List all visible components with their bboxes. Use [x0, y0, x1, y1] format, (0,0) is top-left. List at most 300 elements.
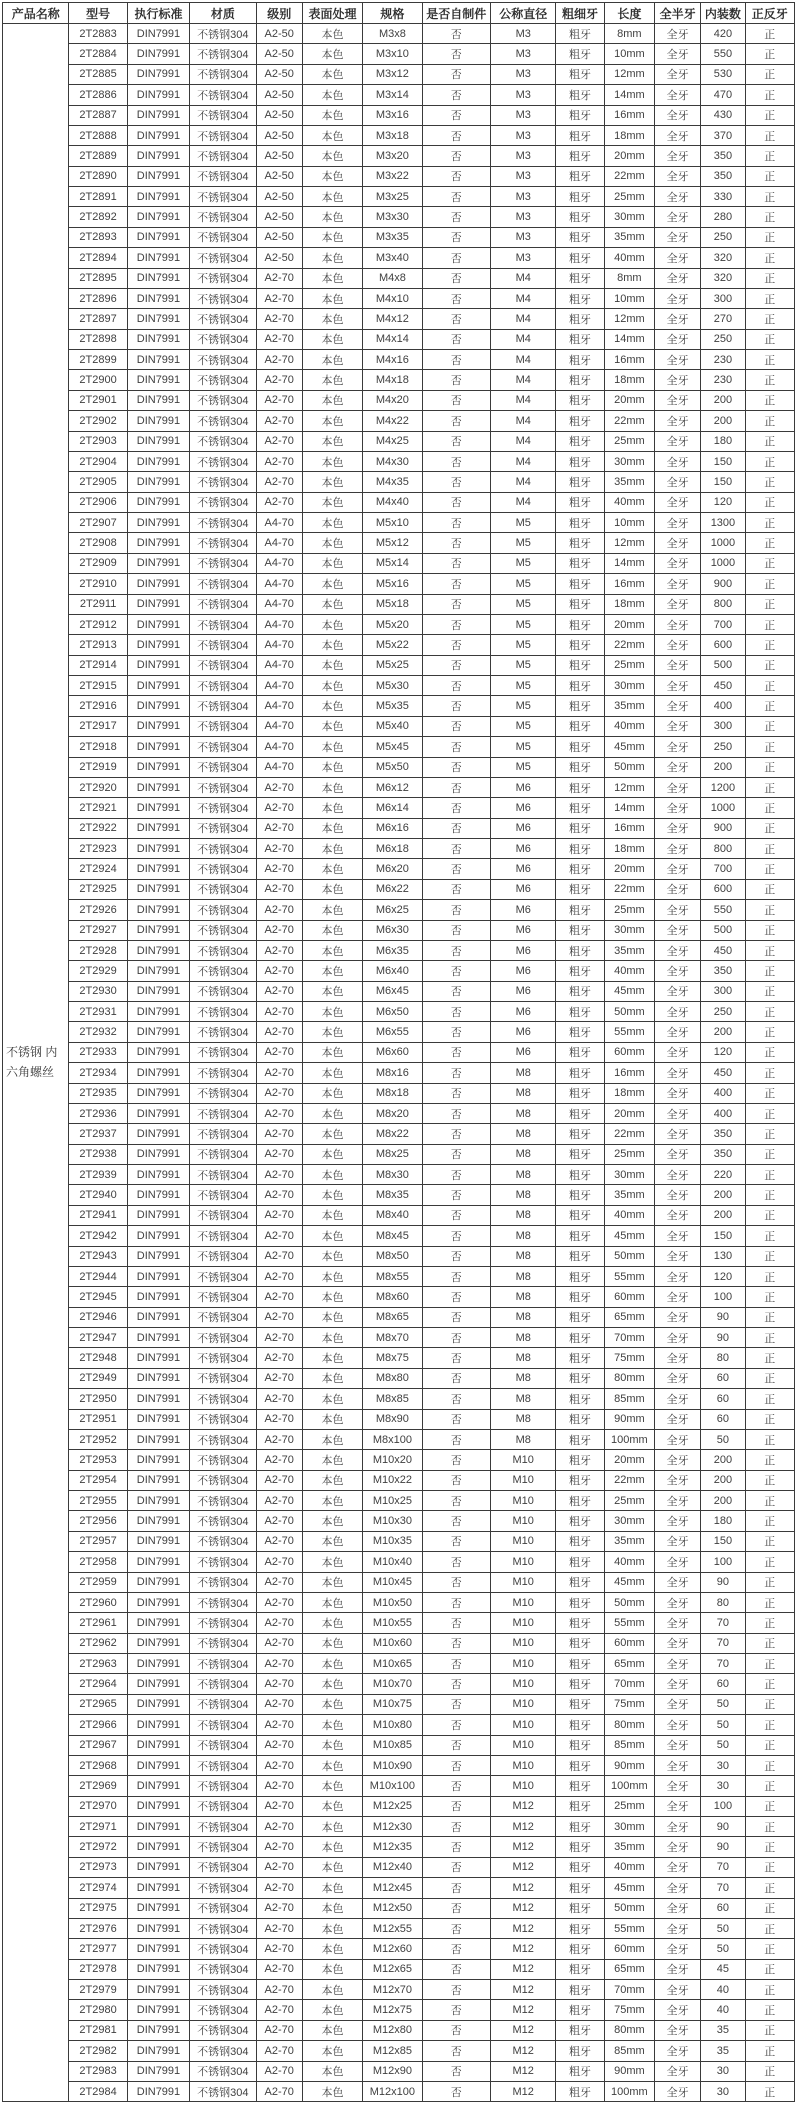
table-row [3, 1980, 795, 2000]
cell-model: 2T2905 [69, 472, 127, 492]
cell-grade: A2-70 [256, 1817, 302, 1837]
cell-model: 2T2885 [69, 64, 127, 84]
cell-thread-type: 粗牙 [556, 1755, 604, 1775]
cell-spec: M12x60 [363, 1939, 422, 1959]
cell-surface: 本色 [302, 2000, 362, 2020]
cell-model: 2T2896 [69, 288, 127, 308]
cell-model: 2T2944 [69, 1266, 127, 1286]
cell-direction: 正 [745, 1409, 794, 1429]
cell-spec: M5x45 [363, 737, 422, 757]
cell-material: 不锈钢304 [190, 1939, 256, 1959]
cell-direction: 正 [745, 125, 794, 145]
cell-surface: 本色 [302, 1429, 362, 1449]
cell-thread-type: 粗牙 [556, 166, 604, 186]
cell-spec: M3x18 [363, 125, 422, 145]
cell-thread-length: 全牙 [655, 1409, 701, 1429]
cell-surface: 本色 [302, 105, 362, 125]
cell-standard: DIN7991 [127, 1959, 189, 1979]
cell-surface: 本色 [302, 1185, 362, 1205]
cell-spec: M12x80 [363, 2020, 422, 2040]
cell-length: 85mm [604, 1735, 654, 1755]
cell-self-made: 否 [422, 676, 490, 696]
cell-model: 2T2965 [69, 1694, 127, 1714]
cell-self-made: 否 [422, 1144, 490, 1164]
cell-thread-length: 全牙 [655, 1735, 701, 1755]
cell-direction: 正 [745, 1389, 794, 1409]
cell-material: 不锈钢304 [190, 85, 256, 105]
cell-length: 25mm [604, 1491, 654, 1511]
cell-grade: A2-70 [256, 1654, 302, 1674]
cell-thread-length: 全牙 [655, 1531, 701, 1551]
cell-model: 2T2907 [69, 513, 127, 533]
cell-thread-type: 粗牙 [556, 451, 604, 471]
cell-thread-length: 全牙 [655, 574, 701, 594]
cell-grade: A2-70 [256, 1409, 302, 1429]
cell-self-made: 否 [422, 24, 490, 44]
cell-length: 18mm [604, 370, 654, 390]
cell-material: 不锈钢304 [190, 1266, 256, 1286]
cell-spec: M6x18 [363, 839, 422, 859]
cell-length: 30mm [604, 1165, 654, 1185]
cell-spec: M5x25 [363, 655, 422, 675]
cell-spec: M5x10 [363, 513, 422, 533]
cell-spec: M6x25 [363, 900, 422, 920]
cell-pack-qty: 45 [701, 1959, 745, 1979]
cell-surface: 本色 [302, 1796, 362, 1816]
table-row [3, 1002, 795, 1022]
cell-model: 2T2943 [69, 1246, 127, 1266]
cell-spec: M8x16 [363, 1063, 422, 1083]
cell-spec: M8x55 [363, 1266, 422, 1286]
cell-spec: M8x70 [363, 1328, 422, 1348]
cell-standard: DIN7991 [127, 1348, 189, 1368]
cell-diameter: M6 [491, 961, 556, 981]
cell-material: 不锈钢304 [190, 451, 256, 471]
cell-model: 2T2928 [69, 940, 127, 960]
cell-length: 20mm [604, 390, 654, 410]
cell-surface: 本色 [302, 1755, 362, 1775]
cell-standard: DIN7991 [127, 207, 189, 227]
cell-diameter: M5 [491, 594, 556, 614]
cell-grade: A2-70 [256, 1715, 302, 1735]
cell-direction: 正 [745, 513, 794, 533]
table-row [3, 1776, 795, 1796]
cell-material: 不锈钢304 [190, 940, 256, 960]
cell-direction: 正 [745, 1633, 794, 1653]
cell-surface: 本色 [302, 64, 362, 84]
cell-thread-length: 全牙 [655, 1796, 701, 1816]
cell-pack-qty: 200 [701, 1022, 745, 1042]
cell-grade: A4-70 [256, 614, 302, 634]
cell-length: 18mm [604, 839, 654, 859]
cell-spec: M10x55 [363, 1613, 422, 1633]
table-row [3, 1755, 795, 1775]
cell-spec: M4x10 [363, 288, 422, 308]
cell-diameter: M12 [491, 1878, 556, 1898]
cell-material: 不锈钢304 [190, 370, 256, 390]
cell-model: 2T2913 [69, 635, 127, 655]
cell-spec: M3x12 [363, 64, 422, 84]
cell-spec: M5x40 [363, 716, 422, 736]
cell-pack-qty: 350 [701, 1144, 745, 1164]
cell-diameter: M10 [491, 1552, 556, 1572]
table-row [3, 1246, 795, 1266]
cell-material: 不锈钢304 [190, 1205, 256, 1225]
cell-standard: DIN7991 [127, 1898, 189, 1918]
cell-thread-length: 全牙 [655, 513, 701, 533]
cell-thread-type: 粗牙 [556, 1409, 604, 1429]
cell-standard: DIN7991 [127, 1470, 189, 1490]
table-row [3, 1205, 795, 1225]
cell-thread-length: 全牙 [655, 900, 701, 920]
cell-thread-length: 全牙 [655, 553, 701, 573]
cell-length: 100mm [604, 1776, 654, 1796]
table-row [3, 594, 795, 614]
cell-thread-length: 全牙 [655, 2020, 701, 2040]
cell-spec: M8x50 [363, 1246, 422, 1266]
cell-pack-qty: 700 [701, 859, 745, 879]
cell-direction: 正 [745, 879, 794, 899]
cell-pack-qty: 100 [701, 1796, 745, 1816]
cell-length: 90mm [604, 2061, 654, 2081]
cell-thread-type: 粗牙 [556, 472, 604, 492]
cell-thread-type: 粗牙 [556, 329, 604, 349]
cell-spec: M4x20 [363, 390, 422, 410]
cell-standard: DIN7991 [127, 696, 189, 716]
cell-surface: 本色 [302, 1715, 362, 1735]
cell-diameter: M5 [491, 533, 556, 553]
cell-length: 12mm [604, 309, 654, 329]
cell-thread-type: 粗牙 [556, 1837, 604, 1857]
table-row [3, 696, 795, 716]
cell-standard: DIN7991 [127, 1185, 189, 1205]
cell-direction: 正 [745, 1185, 794, 1205]
cell-model: 2T2909 [69, 553, 127, 573]
cell-direction: 正 [745, 696, 794, 716]
cell-self-made: 否 [422, 1491, 490, 1511]
cell-grade: A2-70 [256, 1246, 302, 1266]
header-pack-qty: 内装数 [701, 3, 745, 24]
cell-thread-type: 粗牙 [556, 390, 604, 410]
cell-spec: M3x25 [363, 187, 422, 207]
cell-spec: M8x85 [363, 1389, 422, 1409]
cell-diameter: M6 [491, 777, 556, 797]
cell-grade: A2-70 [256, 350, 302, 370]
table-row [3, 1103, 795, 1123]
cell-standard: DIN7991 [127, 1654, 189, 1674]
cell-pack-qty: 400 [701, 1103, 745, 1123]
table-row [3, 777, 795, 797]
cell-material: 不锈钢304 [190, 1613, 256, 1633]
table-row [3, 492, 795, 512]
table-row [3, 2081, 795, 2101]
cell-thread-length: 全牙 [655, 268, 701, 288]
cell-thread-length: 全牙 [655, 370, 701, 390]
table-row [3, 64, 795, 84]
cell-grade: A2-70 [256, 1939, 302, 1959]
cell-surface: 本色 [302, 737, 362, 757]
cell-thread-length: 全牙 [655, 757, 701, 777]
cell-diameter: M10 [491, 1450, 556, 1470]
cell-thread-length: 全牙 [655, 166, 701, 186]
cell-material: 不锈钢304 [190, 390, 256, 410]
cell-length: 80mm [604, 1368, 654, 1388]
cell-direction: 正 [745, 1144, 794, 1164]
cell-spec: M3x10 [363, 44, 422, 64]
cell-standard: DIN7991 [127, 900, 189, 920]
cell-self-made: 否 [422, 2061, 490, 2081]
cell-diameter: M4 [491, 350, 556, 370]
cell-diameter: M12 [491, 2000, 556, 2020]
cell-thread-type: 粗牙 [556, 2020, 604, 2040]
cell-model: 2T2984 [69, 2081, 127, 2101]
cell-thread-type: 粗牙 [556, 920, 604, 940]
cell-diameter: M8 [491, 1429, 556, 1449]
cell-spec: M4x8 [363, 268, 422, 288]
table-row [3, 1837, 795, 1857]
cell-pack-qty: 800 [701, 839, 745, 859]
cell-direction: 正 [745, 288, 794, 308]
cell-thread-type: 粗牙 [556, 1368, 604, 1388]
cell-grade: A2-70 [256, 2041, 302, 2061]
cell-direction: 正 [745, 920, 794, 940]
cell-diameter: M3 [491, 187, 556, 207]
cell-pack-qty: 200 [701, 1205, 745, 1225]
cell-thread-length: 全牙 [655, 1592, 701, 1612]
cell-length: 40mm [604, 716, 654, 736]
cell-length: 16mm [604, 1063, 654, 1083]
cell-self-made: 否 [422, 594, 490, 614]
cell-material: 不锈钢304 [190, 900, 256, 920]
cell-material: 不锈钢304 [190, 1878, 256, 1898]
cell-standard: DIN7991 [127, 451, 189, 471]
header-surface: 表面处理 [302, 3, 362, 24]
cell-surface: 本色 [302, 370, 362, 390]
cell-direction: 正 [745, 1796, 794, 1816]
cell-spec: M10x50 [363, 1592, 422, 1612]
table-row [3, 1348, 795, 1368]
cell-material: 不锈钢304 [190, 1144, 256, 1164]
cell-thread-length: 全牙 [655, 1042, 701, 1062]
cell-grade: A4-70 [256, 533, 302, 553]
cell-material: 不锈钢304 [190, 1654, 256, 1674]
cell-surface: 本色 [302, 1368, 362, 1388]
cell-spec: M8x60 [363, 1287, 422, 1307]
cell-model: 2T2895 [69, 268, 127, 288]
cell-direction: 正 [745, 1531, 794, 1551]
cell-self-made: 否 [422, 370, 490, 390]
cell-standard: DIN7991 [127, 777, 189, 797]
cell-thread-type: 粗牙 [556, 44, 604, 64]
cell-material: 不锈钢304 [190, 411, 256, 431]
cell-thread-type: 粗牙 [556, 431, 604, 451]
cell-pack-qty: 90 [701, 1328, 745, 1348]
cell-spec: M10x75 [363, 1694, 422, 1714]
cell-diameter: M12 [491, 1959, 556, 1979]
cell-pack-qty: 100 [701, 1552, 745, 1572]
cell-grade: A4-70 [256, 574, 302, 594]
cell-length: 16mm [604, 350, 654, 370]
cell-spec: M3x35 [363, 227, 422, 247]
cell-standard: DIN7991 [127, 472, 189, 492]
cell-standard: DIN7991 [127, 411, 189, 431]
table-row [3, 1715, 795, 1735]
cell-standard: DIN7991 [127, 655, 189, 675]
cell-grade: A2-70 [256, 1470, 302, 1490]
cell-pack-qty: 200 [701, 1185, 745, 1205]
cell-length: 12mm [604, 777, 654, 797]
cell-model: 2T2963 [69, 1654, 127, 1674]
cell-length: 60mm [604, 1287, 654, 1307]
table-row [3, 227, 795, 247]
cell-thread-type: 粗牙 [556, 411, 604, 431]
cell-standard: DIN7991 [127, 187, 189, 207]
cell-standard: DIN7991 [127, 166, 189, 186]
cell-spec: M8x30 [363, 1165, 422, 1185]
cell-model: 2T2945 [69, 1287, 127, 1307]
cell-thread-type: 粗牙 [556, 1878, 604, 1898]
cell-thread-length: 全牙 [655, 1694, 701, 1714]
cell-grade: A2-70 [256, 1103, 302, 1123]
cell-material: 不锈钢304 [190, 1389, 256, 1409]
cell-material: 不锈钢304 [190, 24, 256, 44]
cell-thread-type: 粗牙 [556, 1572, 604, 1592]
cell-pack-qty: 1000 [701, 553, 745, 573]
table-row [3, 1796, 795, 1816]
cell-grade: A2-70 [256, 1368, 302, 1388]
cell-pack-qty: 350 [701, 961, 745, 981]
cell-spec: M3x30 [363, 207, 422, 227]
cell-thread-length: 全牙 [655, 879, 701, 899]
cell-length: 30mm [604, 1817, 654, 1837]
cell-material: 不锈钢304 [190, 268, 256, 288]
cell-length: 18mm [604, 594, 654, 614]
cell-thread-type: 粗牙 [556, 227, 604, 247]
cell-self-made: 否 [422, 900, 490, 920]
cell-length: 25mm [604, 187, 654, 207]
cell-surface: 本色 [302, 44, 362, 64]
cell-thread-type: 粗牙 [556, 1165, 604, 1185]
cell-surface: 本色 [302, 1857, 362, 1877]
cell-direction: 正 [745, 2041, 794, 2061]
cell-spec: M8x45 [363, 1226, 422, 1246]
cell-grade: A2-50 [256, 227, 302, 247]
cell-material: 不锈钢304 [190, 614, 256, 634]
table-row [3, 1328, 795, 1348]
table-row [3, 309, 795, 329]
cell-spec: M6x35 [363, 940, 422, 960]
cell-length: 60mm [604, 1042, 654, 1062]
cell-standard: DIN7991 [127, 1328, 189, 1348]
cell-standard: DIN7991 [127, 981, 189, 1001]
cell-spec: M4x16 [363, 350, 422, 370]
table-row [3, 125, 795, 145]
cell-material: 不锈钢304 [190, 1368, 256, 1388]
cell-thread-length: 全牙 [655, 1307, 701, 1327]
cell-spec: M3x14 [363, 85, 422, 105]
cell-surface: 本色 [302, 1287, 362, 1307]
cell-length: 50mm [604, 1592, 654, 1612]
cell-thread-length: 全牙 [655, 696, 701, 716]
header-length: 长度 [604, 3, 654, 24]
cell-diameter: M5 [491, 635, 556, 655]
cell-thread-length: 全牙 [655, 1429, 701, 1449]
cell-pack-qty: 30 [701, 2081, 745, 2101]
cell-standard: DIN7991 [127, 146, 189, 166]
header-thread-length: 全半牙 [655, 3, 701, 24]
cell-length: 20mm [604, 146, 654, 166]
cell-material: 不锈钢304 [190, 818, 256, 838]
table-row [3, 85, 795, 105]
cell-grade: A2-70 [256, 1511, 302, 1531]
cell-pack-qty: 900 [701, 574, 745, 594]
cell-thread-type: 粗牙 [556, 1959, 604, 1979]
cell-diameter: M6 [491, 798, 556, 818]
cell-thread-length: 全牙 [655, 1715, 701, 1735]
cell-thread-length: 全牙 [655, 1511, 701, 1531]
cell-model: 2T2911 [69, 594, 127, 614]
table-row [3, 1470, 795, 1490]
table-row [3, 920, 795, 940]
cell-direction: 正 [745, 757, 794, 777]
cell-surface: 本色 [302, 1103, 362, 1123]
cell-surface: 本色 [302, 1980, 362, 2000]
table-row [3, 574, 795, 594]
cell-model: 2T2919 [69, 757, 127, 777]
cell-thread-length: 全牙 [655, 1674, 701, 1694]
cell-pack-qty: 320 [701, 268, 745, 288]
cell-thread-length: 全牙 [655, 737, 701, 757]
cell-standard: DIN7991 [127, 1491, 189, 1511]
cell-direction: 正 [745, 24, 794, 44]
cell-thread-length: 全牙 [655, 105, 701, 125]
cell-thread-type: 粗牙 [556, 1817, 604, 1837]
cell-direction: 正 [745, 309, 794, 329]
cell-pack-qty: 370 [701, 125, 745, 145]
cell-thread-type: 粗牙 [556, 105, 604, 125]
table-row [3, 146, 795, 166]
cell-pack-qty: 350 [701, 1124, 745, 1144]
cell-standard: DIN7991 [127, 1776, 189, 1796]
table-row [3, 329, 795, 349]
cell-self-made: 否 [422, 1674, 490, 1694]
cell-thread-length: 全牙 [655, 1348, 701, 1368]
table-row [3, 1022, 795, 1042]
cell-model: 2T2951 [69, 1409, 127, 1429]
cell-thread-type: 粗牙 [556, 1287, 604, 1307]
cell-diameter: M6 [491, 859, 556, 879]
cell-self-made: 否 [422, 920, 490, 940]
cell-material: 不锈钢304 [190, 1776, 256, 1796]
cell-standard: DIN7991 [127, 757, 189, 777]
cell-standard: DIN7991 [127, 798, 189, 818]
cell-standard: DIN7991 [127, 370, 189, 390]
cell-model: 2T2893 [69, 227, 127, 247]
cell-length: 10mm [604, 44, 654, 64]
cell-spec: M8x65 [363, 1307, 422, 1327]
cell-self-made: 否 [422, 1980, 490, 2000]
cell-pack-qty: 30 [701, 1776, 745, 1796]
cell-model: 2T2917 [69, 716, 127, 736]
cell-material: 不锈钢304 [190, 676, 256, 696]
table-row [3, 981, 795, 1001]
cell-length: 85mm [604, 2041, 654, 2061]
cell-pack-qty: 600 [701, 635, 745, 655]
cell-length: 18mm [604, 1083, 654, 1103]
cell-thread-length: 全牙 [655, 1633, 701, 1653]
cell-surface: 本色 [302, 1083, 362, 1103]
cell-spec: M3x20 [363, 146, 422, 166]
